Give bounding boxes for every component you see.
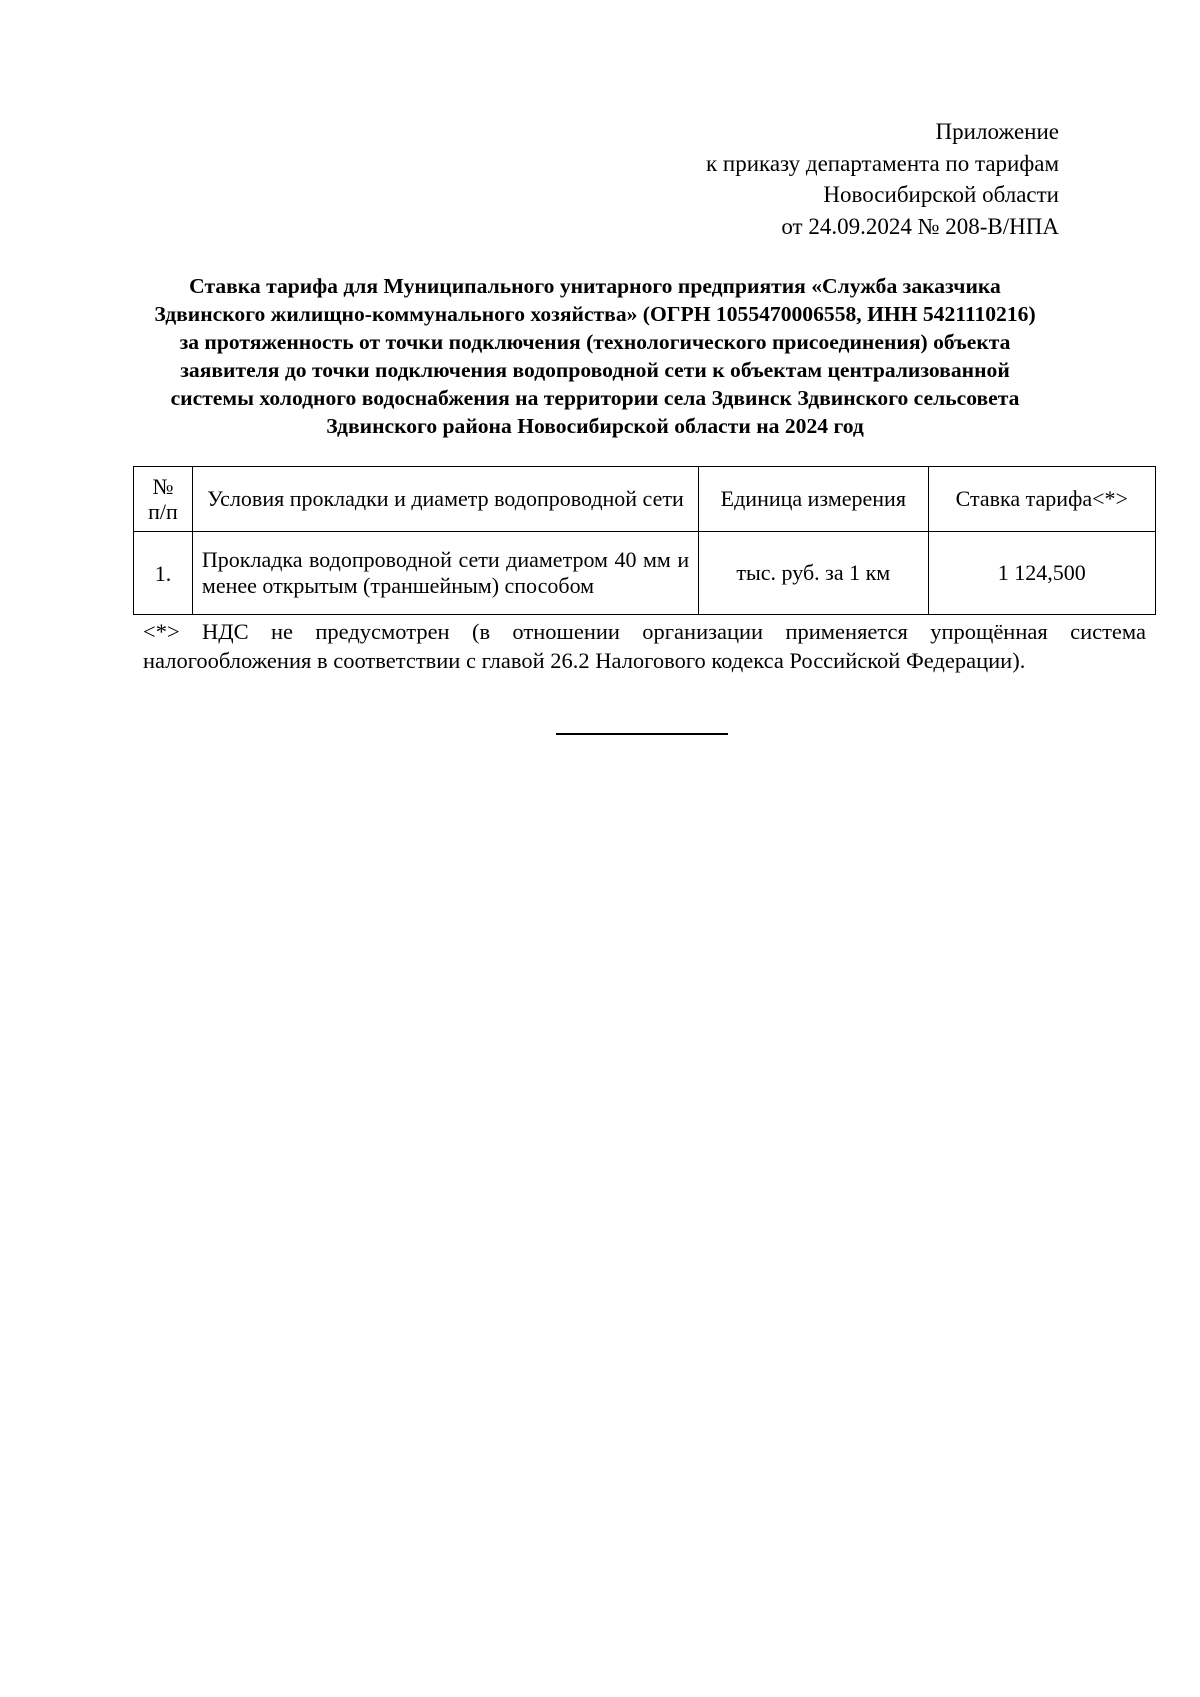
table-header-row	[134, 467, 1156, 532]
row-conditions: Прокладка водопроводной сети диаметром 40 мм и менее открытым (траншейным) способом	[192, 532, 698, 615]
appendix-line: от 24.09.2024 № 208-В/НПА	[781, 213, 1059, 239]
row-unit: тыс. руб. за 1 км	[699, 532, 928, 615]
header-rate: Ставка тарифа<*>	[928, 467, 1155, 532]
title-line: заявителя до точки подключения водопроводной сети к объектам централизованной	[180, 358, 1010, 382]
appendix-line: Новосибирской области	[823, 182, 1059, 207]
row-number: 1.	[134, 532, 193, 615]
title-line: Здвинского района Новосибирской области на 2024 год	[326, 414, 864, 438]
header-number-symbol: №	[152, 474, 174, 499]
header-number	[134, 467, 193, 532]
title-line: Ставка тарифа для Муниципального унитарного предприятия «Служба заказчика	[189, 274, 1001, 298]
title-line: за протяженность от точки подключения (технологического присоединения) объекта	[179, 330, 1011, 354]
appendix-line: Приложение	[935, 119, 1059, 144]
appendix-line: к приказу департамента по тарифам	[705, 150, 1059, 176]
header-unit: Единица измерения	[699, 467, 928, 532]
title-line: Здвинского жилищно-коммунального хозяйства» (ОГРН 1055470006558, ИНН 5421110216)	[154, 302, 1036, 326]
row-rate: 1 124,500	[928, 532, 1155, 615]
title-line: системы холодного водоснабжения на территории села Здвинск Здвинского сельсовета	[170, 386, 1020, 410]
closing-rule	[556, 733, 728, 735]
header-number-label: п/п	[148, 499, 178, 524]
table-row	[134, 532, 1156, 615]
tariff-table	[133, 466, 1156, 615]
document-title	[130, 272, 1060, 440]
footnote: <*> НДС не предусмотрен (в отношении организации применяется упрощённая система налогообложения в соответствии с главой 26.2 Налогового кодекса Российской Федерации).	[143, 619, 1146, 673]
header-conditions: Условия прокладки и диаметр водопроводной сети	[192, 467, 698, 532]
appendix-block	[706, 116, 1059, 242]
